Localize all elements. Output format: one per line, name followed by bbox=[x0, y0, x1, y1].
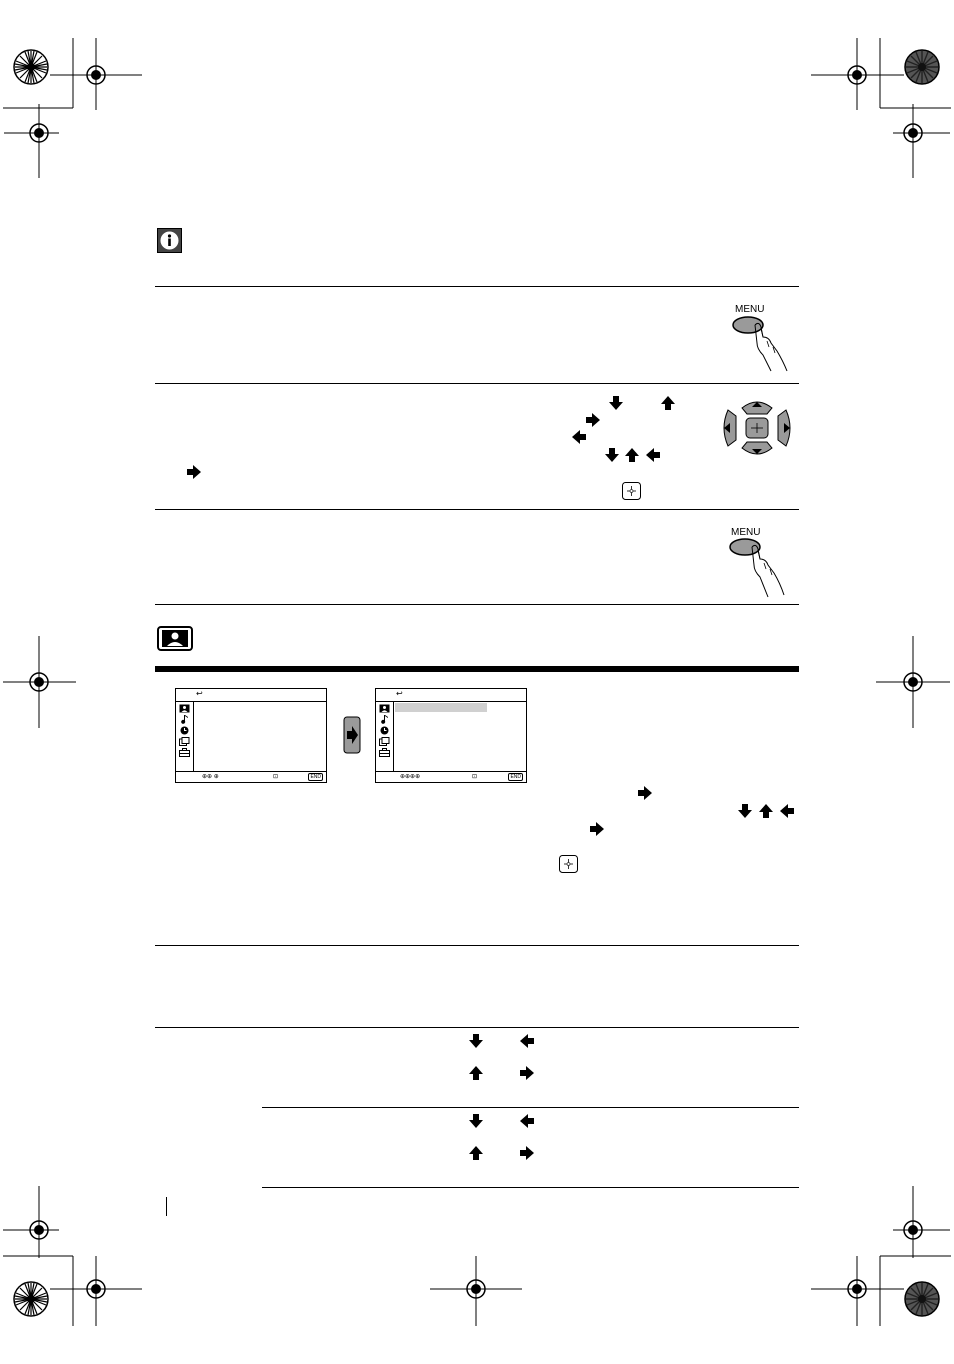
osd-sidebar bbox=[376, 702, 394, 771]
osd-footer bbox=[376, 771, 526, 782]
next-step-arrow-icon bbox=[343, 716, 361, 754]
rule-1 bbox=[155, 286, 799, 287]
osd-footer-end: END bbox=[510, 774, 521, 780]
up-arrow-icon bbox=[624, 447, 640, 463]
rule-2 bbox=[155, 383, 799, 384]
left-arrow-icon bbox=[571, 429, 587, 445]
down-arrow-icon bbox=[604, 447, 620, 463]
toolbox-icon bbox=[379, 748, 390, 757]
osd-menu-right bbox=[375, 688, 527, 783]
ok-button-icon bbox=[622, 482, 641, 500]
menu-button-label-2: MENU bbox=[731, 527, 761, 538]
osd-footer-nav: ⊕⊕ ⊕ bbox=[202, 774, 219, 780]
back-icon: ↩ bbox=[396, 689, 403, 698]
osd-footer-ok: ⊡ bbox=[472, 774, 478, 780]
osd-title-bar bbox=[176, 689, 326, 702]
toolbox-icon bbox=[179, 748, 190, 757]
down-arrow-icon bbox=[608, 395, 624, 411]
rule-thick bbox=[155, 666, 799, 672]
osd-footer-end: END bbox=[310, 774, 321, 780]
osd-footer-ok: ⊡ bbox=[273, 774, 279, 780]
right-arrow-icon bbox=[589, 821, 605, 837]
osd-highlight-bar bbox=[395, 703, 487, 712]
back-icon: ↩ bbox=[196, 689, 203, 698]
sound-icon bbox=[179, 715, 190, 724]
osd-title-bar bbox=[376, 689, 526, 702]
left-arrow-icon bbox=[645, 447, 661, 463]
up-arrow-icon bbox=[660, 395, 676, 411]
picture-icon bbox=[379, 704, 390, 713]
menu-button-label-1: MENU bbox=[735, 304, 765, 315]
left-arrow-icon bbox=[779, 803, 795, 819]
down-arrow-icon bbox=[468, 1033, 484, 1049]
down-arrow-icon bbox=[468, 1113, 484, 1129]
ok-button-icon bbox=[559, 855, 578, 873]
timer-icon bbox=[179, 726, 190, 735]
rule-7 bbox=[262, 1107, 799, 1108]
setup-icon bbox=[179, 737, 190, 746]
up-arrow-icon bbox=[468, 1065, 484, 1081]
rule-3 bbox=[155, 509, 799, 510]
right-arrow-icon bbox=[186, 464, 202, 480]
dpad-icon bbox=[720, 398, 794, 458]
rule-8 bbox=[262, 1187, 799, 1188]
up-arrow-icon bbox=[758, 803, 774, 819]
rule-5 bbox=[155, 945, 799, 946]
setup-icon bbox=[379, 737, 390, 746]
osd-footer-nav: ⊕⊕⊕⊕ bbox=[400, 774, 421, 780]
left-arrow-icon bbox=[519, 1033, 535, 1049]
osd-footer bbox=[176, 771, 326, 782]
page-marker bbox=[166, 1197, 167, 1216]
right-arrow-icon bbox=[585, 412, 601, 428]
timer-icon bbox=[379, 726, 390, 735]
down-arrow-icon bbox=[737, 803, 753, 819]
osd-sidebar bbox=[176, 702, 194, 771]
picture-icon bbox=[157, 626, 193, 651]
right-arrow-icon bbox=[637, 785, 653, 801]
rule-6 bbox=[155, 1027, 799, 1028]
picture-icon bbox=[179, 704, 190, 713]
right-arrow-icon bbox=[519, 1065, 535, 1081]
osd-menu-left bbox=[175, 688, 327, 783]
left-arrow-icon bbox=[519, 1113, 535, 1129]
rule-4 bbox=[155, 604, 799, 605]
menu-button-hand-1 bbox=[725, 315, 791, 373]
info-icon bbox=[157, 228, 182, 253]
sound-icon bbox=[379, 715, 390, 724]
right-arrow-icon bbox=[519, 1145, 535, 1161]
menu-button-hand-2 bbox=[722, 537, 788, 599]
up-arrow-icon bbox=[468, 1145, 484, 1161]
